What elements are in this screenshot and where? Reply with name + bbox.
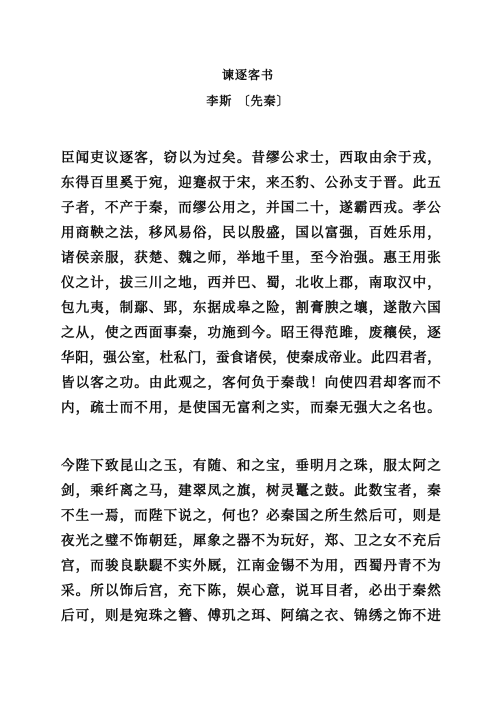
- paragraph-line: 今陛下致昆山之玉，有随、和之宝，垂明月之珠，服太阿之: [61, 458, 441, 474]
- paragraph-line: 宫，而骏良駃騠不实外厩，江南金锡不为用，西蜀丹青不为: [61, 558, 441, 574]
- paragraph-line: 内，疏士而不用，是使国无富利之实，而秦无强大之名也。: [61, 400, 441, 416]
- paragraph-line: 后可，则是宛珠之簪、傅玑之珥、阿缟之衣、锦绣之饰不进: [61, 608, 441, 624]
- paragraph-line: 夜光之璧不饰朝廷，犀象之器不为玩好，郑、卫之女不充后: [61, 533, 441, 549]
- paragraph-line: 子者，不产于秦，而缪公用之，并国二十，遂霸西戎。孝公: [61, 200, 441, 216]
- paragraph-line: 不生一焉，而陛下说之，何也？必秦国之所生然后可，则是: [61, 508, 441, 524]
- document-title: 谏逐客书: [221, 68, 274, 82]
- paragraph-line: 皆以客之功。由此观之，客何负于秦哉！向使四君却客而不: [61, 375, 441, 391]
- paragraph-line: 采。所以饰后宫，充下陈，娱心意，说耳目者，必出于秦然: [61, 583, 441, 599]
- paragraph-line: 华阳，强公室，杜私门，蚕食诸侯，使秦成帝业。此四君者，: [61, 350, 441, 366]
- paragraph-line: 诸侯亲服，获楚、魏之师，举地千里，至今治强。惠王用张: [61, 250, 441, 266]
- paragraph-line: 仪之计，拔三川之地，西并巴、蜀，北收上郡，南取汉中，: [61, 275, 441, 291]
- paragraph-line: 臣闻吏议逐客，窃以为过矣。昔缪公求士，西取由余于戎，: [61, 150, 441, 166]
- paragraph-line: 包九夷，制鄢、郢，东据成皋之险，割膏腴之壤，遂散六国: [61, 300, 441, 316]
- paragraph-line: 用商鞅之法，移风易俗，民以殷盛，国以富强，百姓乐用，: [61, 225, 441, 241]
- paragraph-line: 东得百里奚于宛，迎蹇叔于宋，来丕豹、公孙支于晋。此五: [61, 175, 441, 191]
- paragraph-line: 之从，使之西面事秦，功施到今。昭王得范雎，废穰侯，逐: [61, 325, 441, 341]
- paragraph-line: 剑，乘纤离之马，建翠凤之旗，树灵鼍之鼓。此数宝者，秦: [61, 483, 441, 499]
- document-author: 李斯 〔先秦〕: [206, 94, 290, 108]
